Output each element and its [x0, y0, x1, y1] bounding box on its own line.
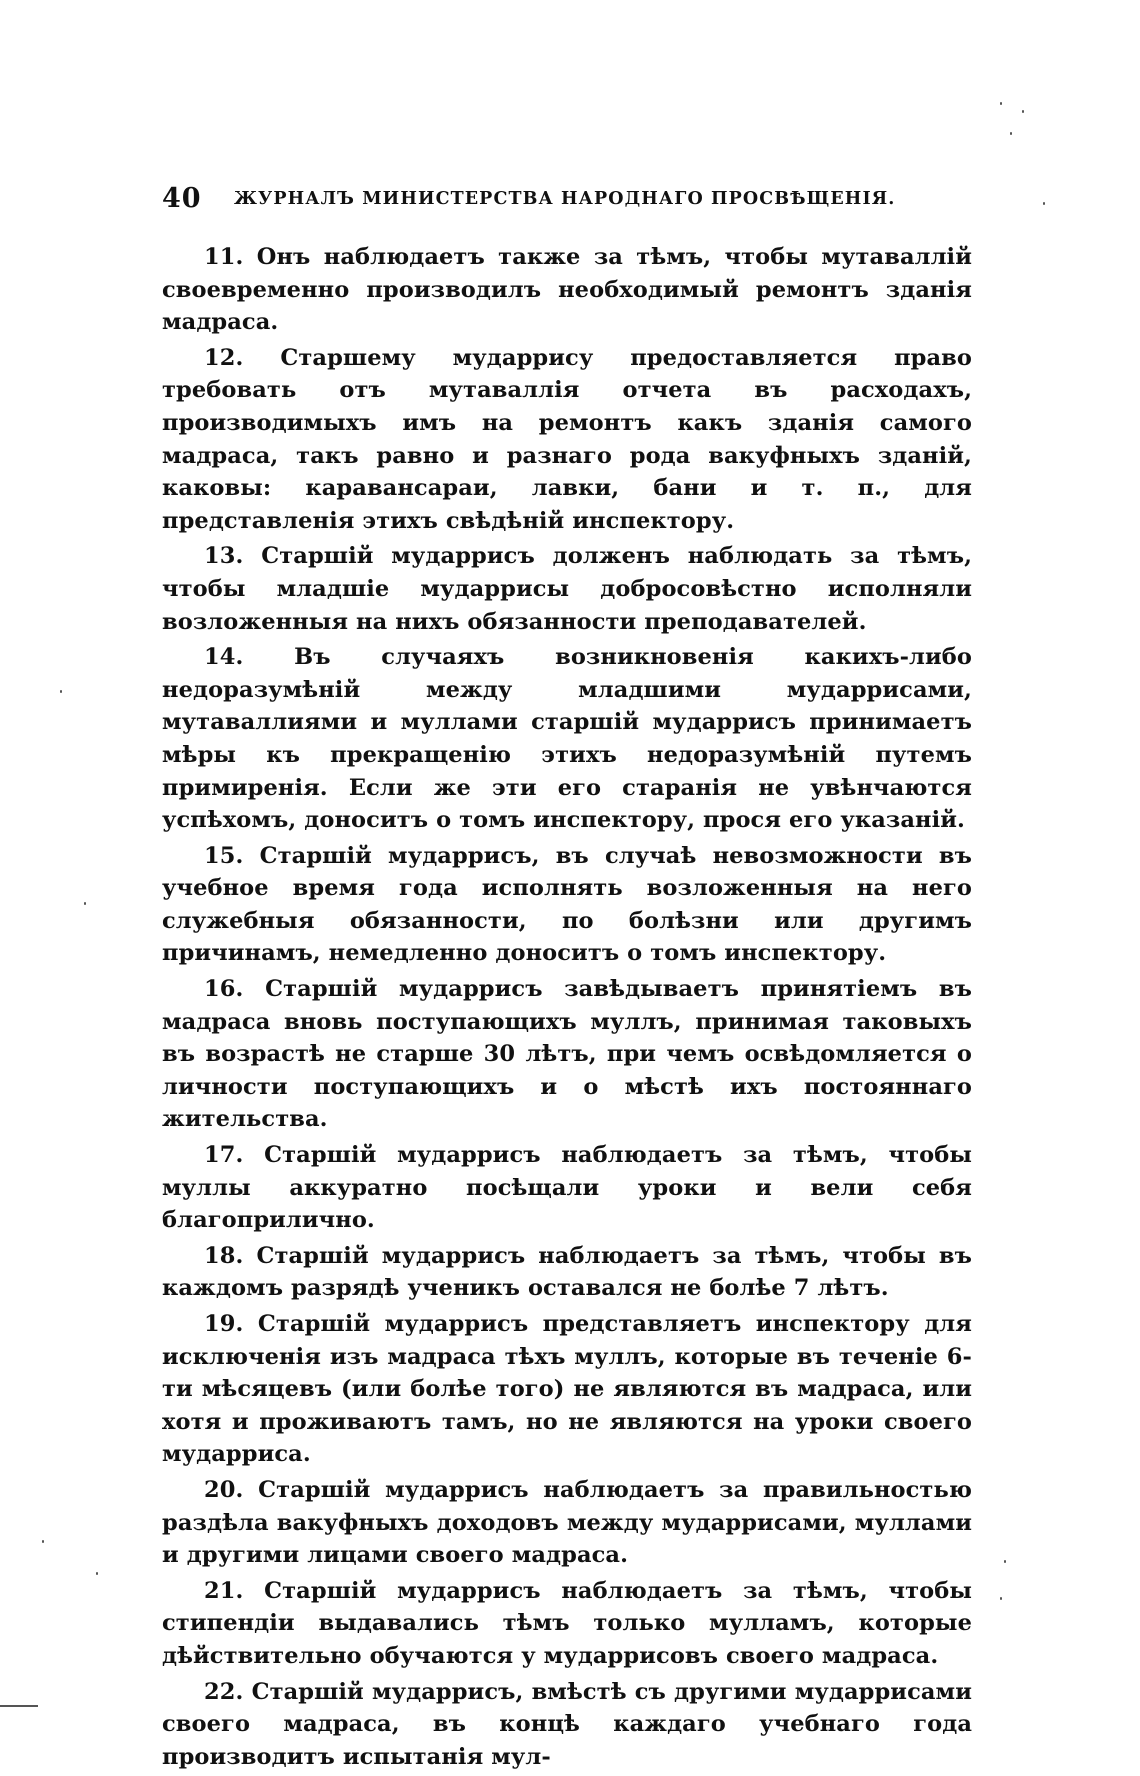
paragraph-12: 12. Старшему мударрису предоставляется право требовать отъ мутаваллія отчета въ расходахъ, производимыхъ имъ на ремонтъ какъ зданія самого мадраса, такъ равно и разнаго рода вакуфныхъ зданій, каковы: каравансараи, лавки, бани и т. п., для представленія этихъ свѣдѣній инспектору.: [162, 344, 972, 534]
paragraph-20: 20. Старшій мударрисъ наблюдаетъ за правильностью раздѣла вакуфныхъ доходовъ между мударрисами, муллами и другими лицами своего мадраса.: [162, 1476, 972, 1569]
page-number: 40: [162, 183, 202, 214]
bottom-edge-mark: [0, 1705, 38, 1707]
paragraph-19: 19. Старшій мударрисъ представляетъ инспектору для исключенія изъ мадраса тѣхъ муллъ, которые въ теченіе 6-ти мѣсяцевъ (или болѣе того) не являются въ мадраса, или хотя и проживаютъ тамъ, но не являются на уроки своего мударриса.: [162, 1311, 972, 1468]
paragraph-13: 13. Старшій мударрисъ долженъ наблюдать за тѣмъ, чтобы младшіе мударрисы добросовѣстно исполняли возложенныя на нихъ обязанности преподавателей.: [162, 543, 972, 635]
scan-speck: [42, 1540, 44, 1543]
scan-speck: [1000, 102, 1002, 105]
paragraph-22: 22. Старшій мударрисъ, вмѣстѣ съ другими мударрисами своего мадраса, въ концѣ каждаго учебнаго года производитъ испытанія мул-: [162, 1678, 972, 1770]
body-text: [162, 241, 972, 1776]
scan-speck: [1004, 1560, 1006, 1563]
paragraph-14: 14. Въ случаяхъ возникновенія какихъ-либо недоразумѣній между младшими мударрисами, мутаваллиями и муллами старшій мударрисъ принимаетъ мѣры къ прекращенію этихъ недоразумѣній путемъ примиренія. Если же эти его старанія не увѣнчаются успѣхомъ, доноситъ о томъ инспектору, прося его указаній.: [162, 644, 972, 834]
paragraph-17: 17. Старшій мударрисъ наблюдаетъ за тѣмъ, чтобы муллы аккуратно посѣщали уроки и вели себя благоприлично.: [162, 1142, 972, 1234]
paragraph-18: 18. Старшій мударрисъ наблюдаетъ за тѣмъ, чтобы въ каждомъ разрядѣ ученикъ оставался не болѣе 7 лѣтъ.: [162, 1242, 972, 1302]
scan-speck: [1022, 110, 1024, 113]
scan-speck: [60, 690, 62, 693]
scan-speck: [96, 1572, 98, 1575]
paragraph-15: 15. Старшій мударрисъ, въ случаѣ невозможности въ учебное время года исполнять возложенныя на него служебныя обязанности, по болѣзни или другимъ причинамъ, немедленно доноситъ о томъ инспектору.: [162, 842, 972, 967]
scan-speck: [84, 902, 86, 905]
paragraph-11: 11. Онъ наблюдаетъ также за тѣмъ, чтобы мутаваллій своевременно производилъ необходимый ремонтъ зданія мадраса.: [162, 244, 972, 336]
scan-speck: [1043, 202, 1045, 205]
page-header: [162, 183, 972, 219]
paragraph-16: 16. Старшій мударрисъ завѣдываетъ принятіемъ въ мадраса вновь поступающихъ муллъ, принимая таковыхъ въ возрастѣ не старше 30 лѣтъ, при чемъ освѣдомляется о личности поступающихъ и о мѣстѣ ихъ постояннаго жительства.: [162, 976, 972, 1133]
paragraph-21: 21. Старшій мударрисъ наблюдаетъ за тѣмъ, чтобы стипендіи выдавались тѣмъ только мулламъ, которые дѣйствительно обучаются у мударрисовъ своего мадраса.: [162, 1577, 972, 1669]
scan-speck: [1010, 132, 1012, 135]
scan-speck: [1000, 1597, 1002, 1600]
running-title: ЖУРНАЛЪ МИНИСТЕРСТВА НАРОДНАГО ПРОСВѢЩЕНІЯ.: [234, 189, 896, 209]
